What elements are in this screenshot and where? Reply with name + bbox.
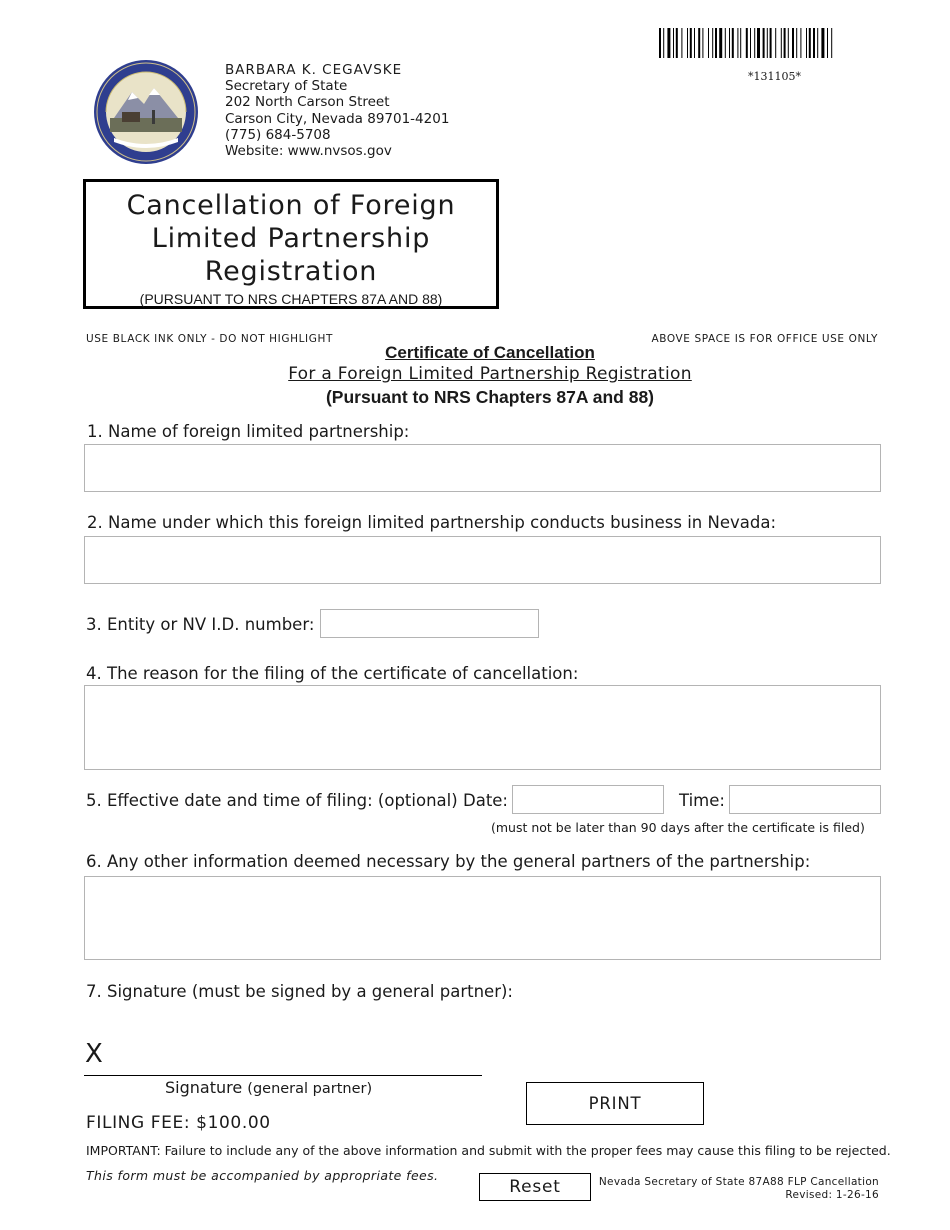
date-restriction-note: (must not be later than 90 days after the certificate is filed): [491, 820, 865, 835]
barcode-icon: [659, 28, 889, 58]
certificate-subheading: For a Foreign Limited Partnership Registration: [288, 364, 692, 384]
q1-label: 1. Name of foreign limited partnership:: [87, 422, 410, 441]
ink-notice: USE BLACK INK ONLY - DO NOT HIGHLIGHT: [86, 333, 333, 345]
office-use-notice: ABOVE SPACE IS FOR OFFICE USE ONLY: [651, 333, 878, 345]
website: Website: www.nvsos.gov: [225, 143, 392, 160]
q4-label: 4. The reason for the filing of the certificate of cancellation:: [86, 664, 579, 683]
print-button[interactable]: PRINT: [526, 1082, 704, 1125]
title-subtitle: (PURSUANT TO NRS CHAPTERS 87A AND 88): [139, 291, 443, 307]
phone: (775) 684-5708: [225, 126, 331, 143]
q2-label: 2. Name under which this foreign limited partnership conducts business in Nevada:: [87, 513, 777, 532]
title-line2: Limited Partnership: [151, 223, 431, 254]
signature-caption-main: Signature: [165, 1078, 243, 1097]
q7-label: 7. Signature (must be signed by a general partner):: [86, 982, 513, 1001]
effective-time-field[interactable]: [729, 785, 881, 814]
signature-line[interactable]: [84, 1075, 482, 1076]
address-line2: Carson City, Nevada 89701-4201: [225, 110, 450, 127]
secretary-title: Secretary of State: [225, 78, 348, 95]
title-box: [83, 179, 499, 309]
signature-x-mark: X: [85, 1039, 103, 1069]
signature-caption-role: (general partner): [247, 1081, 373, 1097]
partnership-name-field[interactable]: [84, 444, 881, 492]
filing-fee: FILING FEE: $100.00: [86, 1113, 271, 1133]
certificate-heading: Certificate of Cancellation: [385, 343, 595, 362]
secretary-address-block: [225, 62, 449, 159]
cancellation-reason-field[interactable]: [84, 685, 881, 770]
fees-requirement-note: This form must be accompanied by appropriate fees.: [86, 1168, 439, 1183]
address-line1: 202 North Carson Street: [225, 94, 390, 111]
q6-label: 6. Any other information deemed necessary by the general partners of the partnership:: [86, 852, 811, 871]
certificate-pursuant: (Pursuant to NRS Chapters 87A and 88): [325, 387, 655, 407]
effective-date-field[interactable]: [512, 785, 664, 814]
nevada-business-name-field[interactable]: [84, 536, 881, 584]
signature-caption: [165, 1078, 372, 1097]
form-footer: [599, 1176, 879, 1202]
footer-form-id: Nevada Secretary of State 87A88 FLP Cancellation: [598, 1176, 879, 1188]
secretary-name: BARBARA K. CEGAVSKE: [225, 62, 403, 78]
footer-revision: Revised: 1-26-16: [785, 1189, 879, 1201]
time-label: Time:: [679, 791, 725, 810]
q5-label: 5. Effective date and time of filing: (optional): [86, 791, 458, 810]
reset-button[interactable]: Reset: [479, 1173, 591, 1201]
entity-id-field[interactable]: [320, 609, 539, 638]
other-information-field[interactable]: [84, 876, 881, 960]
barcode-number: *131105*: [748, 70, 801, 83]
q3-label: 3. Entity or NV I.D. number:: [86, 615, 315, 634]
state-seal-icon: [92, 58, 200, 166]
title-line3: Registration: [204, 256, 378, 287]
important-notice: IMPORTANT: Failure to include any of the above information and submit with the proper fees may cause this filing to be rejected.: [86, 1143, 891, 1158]
date-label: Date:: [463, 791, 508, 810]
title-line1: Cancellation of Foreign: [126, 190, 456, 221]
